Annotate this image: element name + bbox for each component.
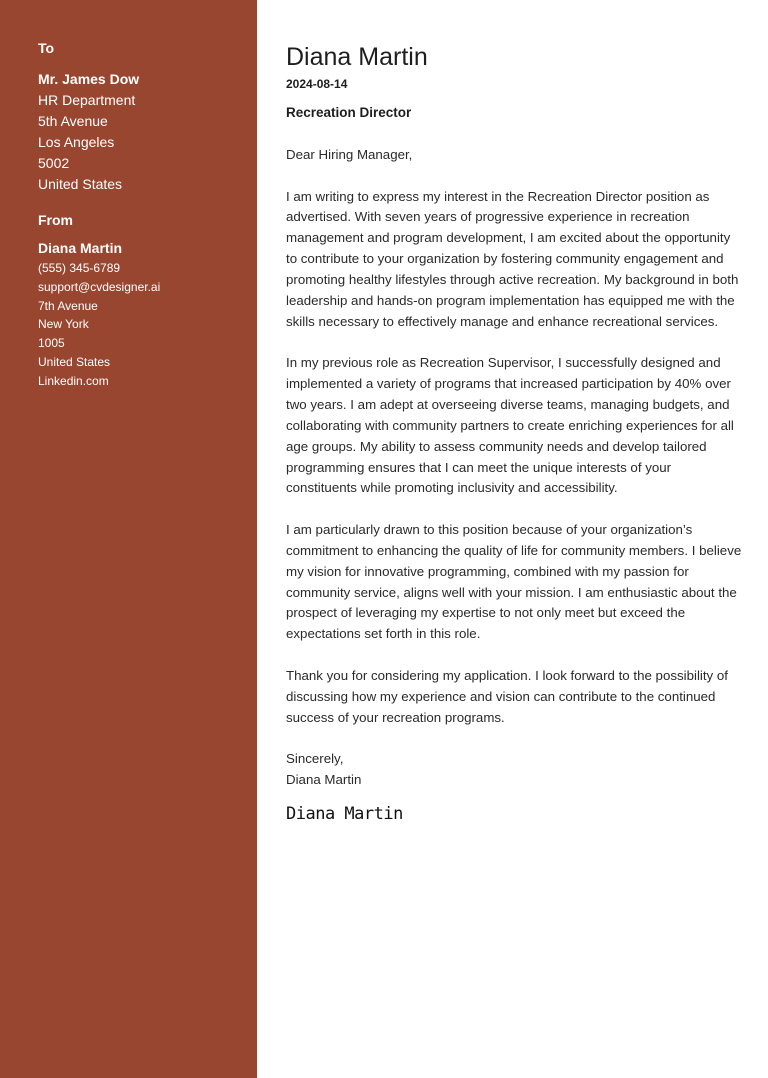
recipient-country: United States: [38, 176, 123, 192]
sender-block: [38, 239, 248, 391]
letter-body: [286, 43, 744, 825]
applicant-name-heading: Diana Martin: [286, 43, 428, 71]
closing-line: Sincerely,: [286, 751, 344, 767]
sidebar: [0, 0, 257, 1078]
sidebar-content: [38, 40, 248, 391]
closing-name: Diana Martin: [286, 772, 362, 788]
sender-city: New York: [38, 317, 89, 332]
sender-name: Diana Martin: [38, 240, 123, 256]
signature: Diana Martin: [286, 803, 403, 824]
recipient-block: [38, 69, 248, 195]
recipient-city: Los Angeles: [38, 134, 115, 150]
paragraph-2: In my previous role as Recreation Supervisor, I successfully designed and implemented a variety of programs that increased participation by 40% over two years. I am adept at overseeing diverse teams, managing budgets, and collaborating with community partners to create enriching experiences for all age groups. My ability to assess community needs and develop tailored programming ensures that I can meet the unique interests of your constituents while promoting inclusivity and accessibility.: [286, 355, 734, 496]
paragraph-1: I am writing to express my interest in the Recreation Director position as advertised. With seven years of progressive experience in recreation management and program development, I am excited about the opportunity to contribute to your organization by fostering community engagement and promoting healthy lifestyles through active recreation. My background in both leadership and hands-on program implementation has equipped me with the skills necessary to effectively manage and enhance recreational services.: [286, 188, 739, 329]
sender-website: Linkedin.com: [38, 373, 109, 388]
paragraph-3: I am particularly drawn to this position because of your organization’s commitment to enhancing the quality of life for community members. I believe my vision for innovative programming, combined with my passion for community service, aligns well with your mission. I am enthusiastic about the prospect of leveraging my expertise to not only meet but exceed the expectations set forth in this role.: [286, 522, 742, 642]
sender-country: United States: [38, 354, 111, 369]
from-label: From: [38, 212, 73, 228]
sender-phone: (555) 345-6789: [38, 261, 121, 275]
position-title: Recreation Director: [286, 105, 412, 120]
greeting: Dear Hiring Manager,: [286, 147, 413, 162]
recipient-department: HR Department: [38, 92, 136, 108]
sender-email: support@cvdesigner.ai: [38, 279, 161, 294]
paragraph-4: Thank you for considering my application. I look forward to the possibility of discussing how my experience and vision can contribute to the continued success of your recreation programs.: [286, 667, 728, 725]
sender-zip: 1005: [38, 336, 65, 351]
to-label: To: [38, 40, 55, 56]
recipient-name: Mr. James Dow: [38, 71, 140, 87]
recipient-zip: 5002: [38, 155, 70, 171]
letter-date: 2024-08-14: [286, 77, 348, 91]
recipient-street: 5th Avenue: [38, 113, 108, 129]
sender-street: 7th Avenue: [38, 298, 98, 313]
